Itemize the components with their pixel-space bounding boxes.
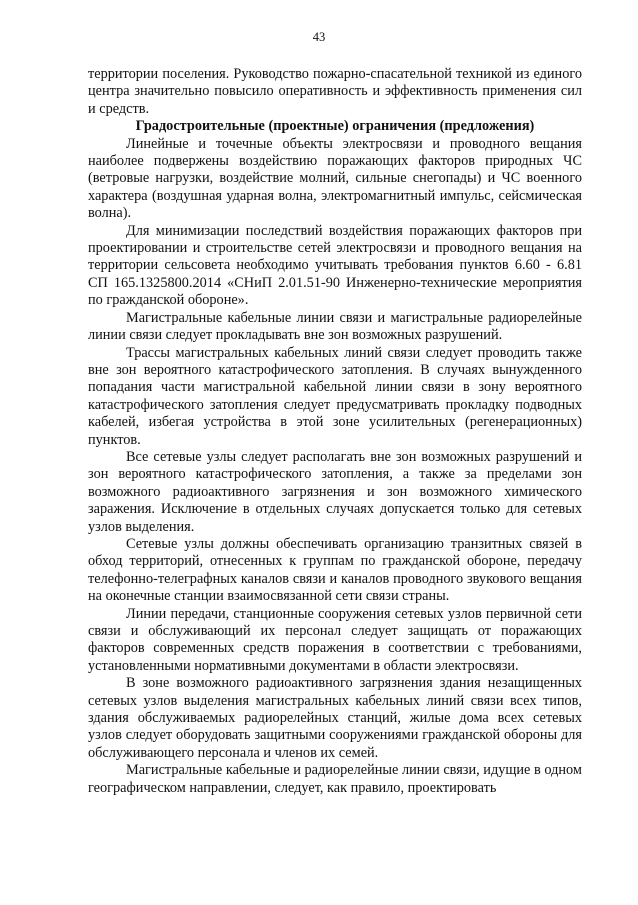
paragraph: Линейные и точечные объекты электросвязи и проводного вещания наиболее подвержены воздействию поражающих факторов природных ЧС (ветровые нагрузки, воздействие молний, сильные снегопады) и ЧС военного характера (воздушная ударная волна, электромагнитный импульс, сейсмическая волна). (88, 135, 582, 222)
section-heading: Градостроительные (проектные) ограничения (предложения) (135, 118, 535, 135)
paragraph: Все сетевые узлы следует располагать вне зон возможных разрушений и зон вероятного катастрофического затопления, а также за пределами зон возможного радиоактивного загрязнения и зон возможного химического заражения. Исключение в отдельных случаях допускается только для сетевых узлов выделения. (88, 448, 582, 535)
page-number: 43 (312, 30, 326, 44)
paragraph: Магистральные кабельные и радиорелейные линии связи, идущие в одном географическом направлении, следует, как правило, проектировать (88, 762, 582, 796)
paragraph: Трассы магистральных кабельных линий связи следует проводить также вне зон вероятного катастрофического затопления. В случаях вынужденного попадания части магистральной кабельной линии связи в зону вероятного катастрофического затопления следует предусматривать прокладку подводных кабелей, избегая устройства в этой зоне усилительных (регенерационных) пунктов. (88, 344, 582, 448)
paragraph: В зоне возможного радиоактивного загрязнения здания незащищенных сетевых узлов выделения магистральных кабельных линий связи всех типов, здания обслуживаемых радиорелейных станций, жилые дома всех сетевых узлов следует оборудовать защитными сооружениями гражданской обороны для обслуживающего персонала и членов их семей. (88, 675, 582, 761)
document-body (88, 66, 582, 797)
paragraph: Линии передачи, станционные сооружения сетевых узлов первичной сети связи и обслуживающий их персонал следует защищать от поражающих факторов современных средств поражения в соответствии с требованиями, установленными нормативными документами в области электросвязи. (88, 605, 582, 674)
paragraph: Для минимизации последствий воздействия поражающих факторов при проектировании и строительстве сетей электросвязи и проводного вещания на территории сельсовета необходимо учитывать требования пунктов 6.60 - 6.81 СП 165.1325800.2014 «СНиП 2.01.51-90 Инженерно-технические мероприятия по гражданской обороне». (88, 222, 582, 309)
paragraph: Сетевые узлы должны обеспечивать организацию транзитных связей в обход территорий, отнесенных к группам по гражданской обороне, передачу телефонно-телеграфных каналов связи и каналов проводного звукового вещания на оконечные станции взаимосвязанной сети связи страны. (88, 535, 582, 605)
paragraph: Магистральные кабельные линии связи и магистральные радиорелейные линии связи следует прокладывать вне зон возможных разрушений. (88, 309, 582, 344)
paragraph: территории поселения. Руководство пожарно-спасательной техникой из единого центра значительно повысило оперативность и эффективность применения сил и средств. (88, 66, 582, 117)
